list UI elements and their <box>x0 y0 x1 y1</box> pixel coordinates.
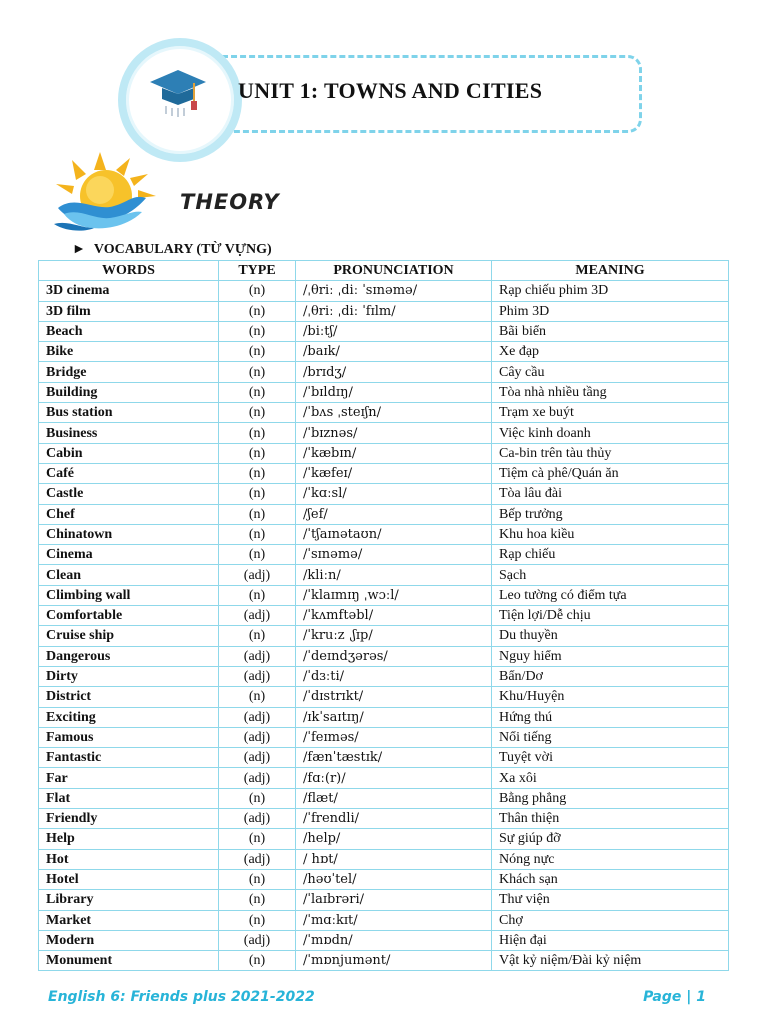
cell-type: (adj) <box>219 666 296 686</box>
cell-pronunciation: /help/ <box>296 829 492 849</box>
cell-word: Fantastic <box>39 748 219 768</box>
column-header-pronunciation: PRONUNCIATION <box>296 261 492 281</box>
cell-pronunciation: /ˈkæfeɪ/ <box>296 463 492 483</box>
cell-pronunciation: /ˈmɑːkɪt/ <box>296 910 492 930</box>
cell-pronunciation: /baɪk/ <box>296 342 492 362</box>
cell-type: (n) <box>219 362 296 382</box>
cell-meaning: Du thuyền <box>492 626 729 646</box>
table-row <box>39 809 729 829</box>
table-row <box>39 890 729 910</box>
table-row <box>39 443 729 463</box>
cell-meaning: Phim 3D <box>492 301 729 321</box>
table-row <box>39 524 729 544</box>
cell-type: (n) <box>219 585 296 605</box>
table-row <box>39 707 729 727</box>
cell-meaning: Bằng phẳng <box>492 788 729 808</box>
cell-pronunciation: /ˈdɪstrɪkt/ <box>296 687 492 707</box>
table-row <box>39 951 729 971</box>
cell-type: (adj) <box>219 606 296 626</box>
cell-pronunciation: /ʃef/ <box>296 504 492 524</box>
cell-type: (n) <box>219 423 296 443</box>
table-row <box>39 504 729 524</box>
cell-pronunciation: /ˌθriː ˌdiː ˈfɪlm/ <box>296 301 492 321</box>
table-row <box>39 768 729 788</box>
cell-meaning: Xa xôi <box>492 768 729 788</box>
cell-meaning: Tòa lâu đài <box>492 484 729 504</box>
table-row <box>39 403 729 423</box>
cell-word: Cinema <box>39 545 219 565</box>
column-header-meaning: MEANING <box>492 261 729 281</box>
cell-type: (n) <box>219 301 296 321</box>
cell-pronunciation: /ˈmɒdn/ <box>296 930 492 950</box>
cell-meaning: Leo tường có điểm tựa <box>492 585 729 605</box>
cell-word: Friendly <box>39 809 219 829</box>
table-row <box>39 687 729 707</box>
cell-type: (n) <box>219 829 296 849</box>
cell-pronunciation: /ˈkɑːsl/ <box>296 484 492 504</box>
cell-meaning: Cây cầu <box>492 362 729 382</box>
cell-meaning: Trạm xe buýt <box>492 403 729 423</box>
cell-word: Hot <box>39 849 219 869</box>
cell-word: Dirty <box>39 666 219 686</box>
cell-pronunciation: /ɪkˈsaɪtɪŋ/ <box>296 707 492 727</box>
cell-type: (n) <box>219 342 296 362</box>
table-row <box>39 423 729 443</box>
cell-meaning: Việc kinh doanh <box>492 423 729 443</box>
table-row <box>39 869 729 889</box>
cell-pronunciation: /ˈtʃaɪnətaʊn/ <box>296 524 492 544</box>
cell-word: Beach <box>39 321 219 341</box>
cell-pronunciation: /ˌθriː ˌdiː ˈsɪnəmə/ <box>296 281 492 301</box>
cell-pronunciation: /ˈkæbɪn/ <box>296 443 492 463</box>
cell-pronunciation: /həʊˈtel/ <box>296 869 492 889</box>
table-row <box>39 321 729 341</box>
cell-type: (adj) <box>219 768 296 788</box>
cell-word: Chef <box>39 504 219 524</box>
cell-type: (adj) <box>219 809 296 829</box>
cell-type: (n) <box>219 524 296 544</box>
cell-meaning: Sạch <box>492 565 729 585</box>
cell-word: Cruise ship <box>39 626 219 646</box>
cell-meaning: Tuyệt vời <box>492 748 729 768</box>
table-row <box>39 362 729 382</box>
column-header-words: WORDS <box>39 261 219 281</box>
table-row <box>39 788 729 808</box>
table-row <box>39 606 729 626</box>
cell-meaning: Sự giúp đỡ <box>492 829 729 849</box>
cell-meaning: Khách sạn <box>492 869 729 889</box>
cell-meaning: Rạp chiếu phim 3D <box>492 281 729 301</box>
cell-word: Bus station <box>39 403 219 423</box>
triangle-arrow-icon: ► <box>72 242 86 257</box>
cell-type: (n) <box>219 443 296 463</box>
cell-pronunciation: /flæt/ <box>296 788 492 808</box>
cell-meaning: Bãi biển <box>492 321 729 341</box>
cell-pronunciation: /ˈklaɪmɪŋ ˌwɔːl/ <box>296 585 492 605</box>
cell-meaning: Bếp trưởng <box>492 504 729 524</box>
cell-pronunciation: /ˈdɜːti/ <box>296 666 492 686</box>
cell-meaning: Ca-bin trên tàu thủy <box>492 443 729 463</box>
cell-word: Flat <box>39 788 219 808</box>
cell-word: Bike <box>39 342 219 362</box>
table-row <box>39 545 729 565</box>
cell-word: Castle <box>39 484 219 504</box>
cell-word: Clean <box>39 565 219 585</box>
cell-pronunciation: /kliːn/ <box>296 565 492 585</box>
cell-type: (n) <box>219 788 296 808</box>
cell-meaning: Xe đạp <box>492 342 729 362</box>
cell-word: Far <box>39 768 219 788</box>
sun-icon <box>50 150 166 234</box>
cell-type: (n) <box>219 321 296 341</box>
cell-meaning: Nổi tiếng <box>492 727 729 747</box>
table-row <box>39 829 729 849</box>
vocabulary-table <box>38 260 729 971</box>
cell-word: Climbing wall <box>39 585 219 605</box>
cell-type: (adj) <box>219 646 296 666</box>
cell-word: Business <box>39 423 219 443</box>
cell-type: (n) <box>219 403 296 423</box>
cell-word: 3D film <box>39 301 219 321</box>
cell-pronunciation: /fɑː(r)/ <box>296 768 492 788</box>
page-title: UNIT 1: TOWNS AND CITIES <box>238 78 543 103</box>
cell-type: (n) <box>219 382 296 402</box>
cell-type: (n) <box>219 687 296 707</box>
cell-word: Comfortable <box>39 606 219 626</box>
cell-meaning: Tòa nhà nhiều tầng <box>492 382 729 402</box>
cell-pronunciation: /ˈkʌmftəbl/ <box>296 606 492 626</box>
cell-word: Help <box>39 829 219 849</box>
footer-book-title: English 6: Friends plus 2021-2022 <box>48 989 315 1005</box>
table-row <box>39 382 729 402</box>
cell-meaning: Vật kỷ niệm/Đài kỷ niệm <box>492 951 729 971</box>
cell-word: Modern <box>39 930 219 950</box>
cell-type: (adj) <box>219 727 296 747</box>
cell-type: (adj) <box>219 930 296 950</box>
cell-meaning: Rạp chiếu <box>492 545 729 565</box>
cell-pronunciation: /ˈfrendli/ <box>296 809 492 829</box>
cell-pronunciation: /ˈsɪnəmə/ <box>296 545 492 565</box>
cell-meaning: Thân thiện <box>492 809 729 829</box>
table-row <box>39 301 729 321</box>
cell-word: Hotel <box>39 869 219 889</box>
cell-meaning: Tiệm cà phê/Quán ăn <box>492 463 729 483</box>
cell-word: Exciting <box>39 707 219 727</box>
cell-meaning: Hiện đại <box>492 930 729 950</box>
table-row <box>39 666 729 686</box>
cell-meaning: Nóng nực <box>492 849 729 869</box>
table-row <box>39 727 729 747</box>
page-number: Page | 1 <box>643 989 706 1005</box>
cell-word: Chinatown <box>39 524 219 544</box>
cell-word: Café <box>39 463 219 483</box>
cell-pronunciation: /ˈbɪldɪŋ/ <box>296 382 492 402</box>
table-row <box>39 930 729 950</box>
cell-meaning: Chợ <box>492 910 729 930</box>
cell-word: Cabin <box>39 443 219 463</box>
table-row <box>39 910 729 930</box>
cell-word: Building <box>39 382 219 402</box>
cell-word: District <box>39 687 219 707</box>
cell-meaning: Hứng thú <box>492 707 729 727</box>
table-row <box>39 565 729 585</box>
cell-type: (adj) <box>219 707 296 727</box>
cell-pronunciation: /biːtʃ/ <box>296 321 492 341</box>
table-row <box>39 484 729 504</box>
vocab-heading <box>72 242 272 258</box>
cell-pronunciation: /brɪdʒ/ <box>296 362 492 382</box>
cell-meaning: Bẩn/Dơ <box>492 666 729 686</box>
cell-type: (n) <box>219 484 296 504</box>
cell-pronunciation: /ˈmɒnjumənt/ <box>296 951 492 971</box>
vocab-heading-text: VOCABULARY (TỪ VỰNG) <box>93 242 272 257</box>
cell-type: (adj) <box>219 748 296 768</box>
column-header-type: TYPE <box>219 261 296 281</box>
table-row <box>39 342 729 362</box>
table-row <box>39 626 729 646</box>
cell-type: (n) <box>219 281 296 301</box>
cell-meaning: Khu/Huyện <box>492 687 729 707</box>
cell-meaning: Thư viện <box>492 890 729 910</box>
cell-pronunciation: /ˈlaɪbrəri/ <box>296 890 492 910</box>
cell-meaning: Tiện lợi/Dễ chịu <box>492 606 729 626</box>
cell-word: Library <box>39 890 219 910</box>
cell-type: (adj) <box>219 849 296 869</box>
cell-word: Monument <box>39 951 219 971</box>
cell-meaning: Khu hoa kiều <box>492 524 729 544</box>
cell-word: Famous <box>39 727 219 747</box>
table-row <box>39 646 729 666</box>
table-row <box>39 281 729 301</box>
cell-type: (n) <box>219 869 296 889</box>
table-row <box>39 463 729 483</box>
cell-meaning: Nguy hiểm <box>492 646 729 666</box>
table-row <box>39 585 729 605</box>
table-row <box>39 748 729 768</box>
cell-type: (n) <box>219 890 296 910</box>
cell-type: (n) <box>219 951 296 971</box>
cell-pronunciation: /ˈkruːz ˌʃɪp/ <box>296 626 492 646</box>
cell-type: (n) <box>219 504 296 524</box>
cell-type: (adj) <box>219 565 296 585</box>
cell-pronunciation: /ˈbʌs ˌsteɪʃn/ <box>296 403 492 423</box>
cell-word: Market <box>39 910 219 930</box>
table-header-row <box>39 261 729 281</box>
cell-pronunciation: /fænˈtæstɪk/ <box>296 748 492 768</box>
cell-pronunciation: /ˈdeɪndʒərəs/ <box>296 646 492 666</box>
cell-type: (n) <box>219 910 296 930</box>
cell-word: 3D cinema <box>39 281 219 301</box>
cell-type: (n) <box>219 626 296 646</box>
cell-word: Dangerous <box>39 646 219 666</box>
cell-pronunciation: / hɒt/ <box>296 849 492 869</box>
cell-type: (n) <box>219 545 296 565</box>
table-row <box>39 849 729 869</box>
cell-word: Bridge <box>39 362 219 382</box>
cell-type: (n) <box>219 463 296 483</box>
cell-pronunciation: /ˈbɪznəs/ <box>296 423 492 443</box>
graduation-cap-icon <box>148 66 208 118</box>
table-body <box>39 281 729 971</box>
section-label: THEORY <box>180 190 280 214</box>
cell-pronunciation: /ˈfeɪməs/ <box>296 727 492 747</box>
